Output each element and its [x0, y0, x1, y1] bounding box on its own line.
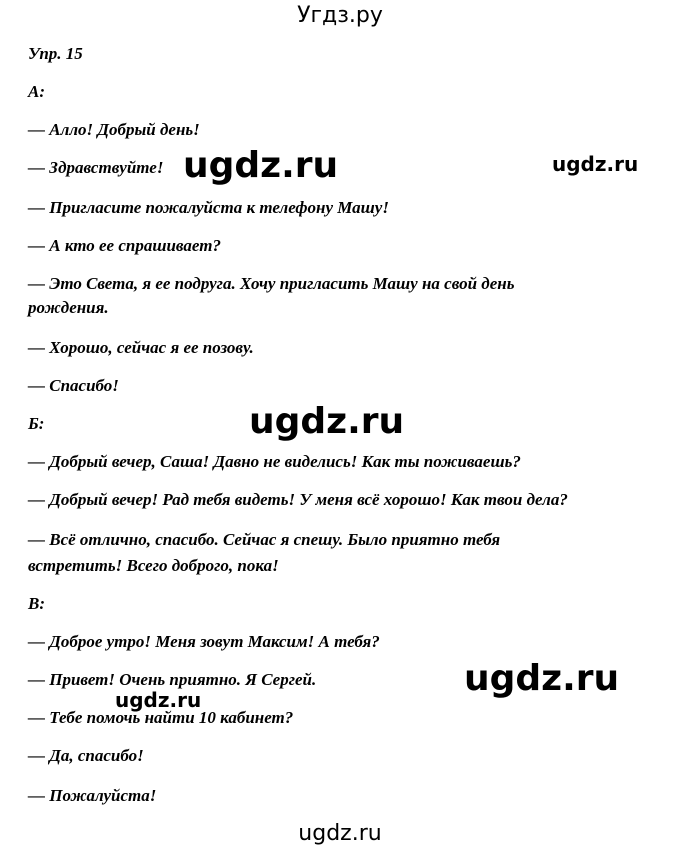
watermark: ugdz.ru	[552, 152, 639, 176]
dialog-line: — Спасибо!	[28, 376, 119, 395]
watermark: ugdz.ru	[183, 145, 339, 186]
dialog-line: — Добрый вечер, Саша! Давно не виделись! Как ты поживаешь?	[28, 452, 521, 471]
exercise-title: Упр. 15	[28, 44, 83, 63]
dialog-line: — Это Света, я ее подруга. Хочу пригласить Машу на свой день	[28, 274, 515, 293]
watermark: ugdz.ru	[464, 658, 620, 699]
dialog-line: — Привет! Очень приятно. Я Сергей.	[28, 670, 317, 689]
watermark: ugdz.ru	[249, 401, 405, 442]
dialog-line: рождения.	[28, 298, 109, 317]
dialog-line: — Алло! Добрый день!	[28, 120, 200, 139]
dialog-line: — Добрый вечер! Рад тебя видеть! У меня всё хорошо! Как твои дела?	[28, 490, 568, 509]
section-label-a: А:	[28, 82, 45, 101]
dialog-line: встретить! Всего доброго, пока!	[28, 556, 279, 575]
site-header-title: Угдз.ру	[297, 3, 383, 28]
dialog-line: — Здравствуйте!	[28, 158, 164, 177]
dialog-line: — Хорошо, сейчас я ее позову.	[28, 338, 254, 357]
dialog-line: — Тебе помочь найти 10 кабинет?	[28, 708, 294, 727]
dialog-line: — Всё отлично, спасибо. Сейчас я спешу. Было приятно тебя	[28, 530, 501, 549]
dialog-line: — А кто ее спрашивает?	[28, 236, 221, 255]
section-label-b: Б:	[28, 414, 45, 433]
section-label-v: В:	[28, 594, 45, 613]
dialog-line: — Доброе утро! Меня зовут Максим! А тебя?	[28, 632, 380, 651]
watermark: ugdz.ru	[115, 688, 202, 712]
dialog-line: — Пожалуйста!	[28, 786, 157, 805]
dialog-line: — Да, спасибо!	[28, 746, 144, 765]
footer-watermark: ugdz.ru	[298, 821, 382, 846]
dialog-line: — Пригласите пожалуйста к телефону Машу!	[28, 198, 389, 217]
